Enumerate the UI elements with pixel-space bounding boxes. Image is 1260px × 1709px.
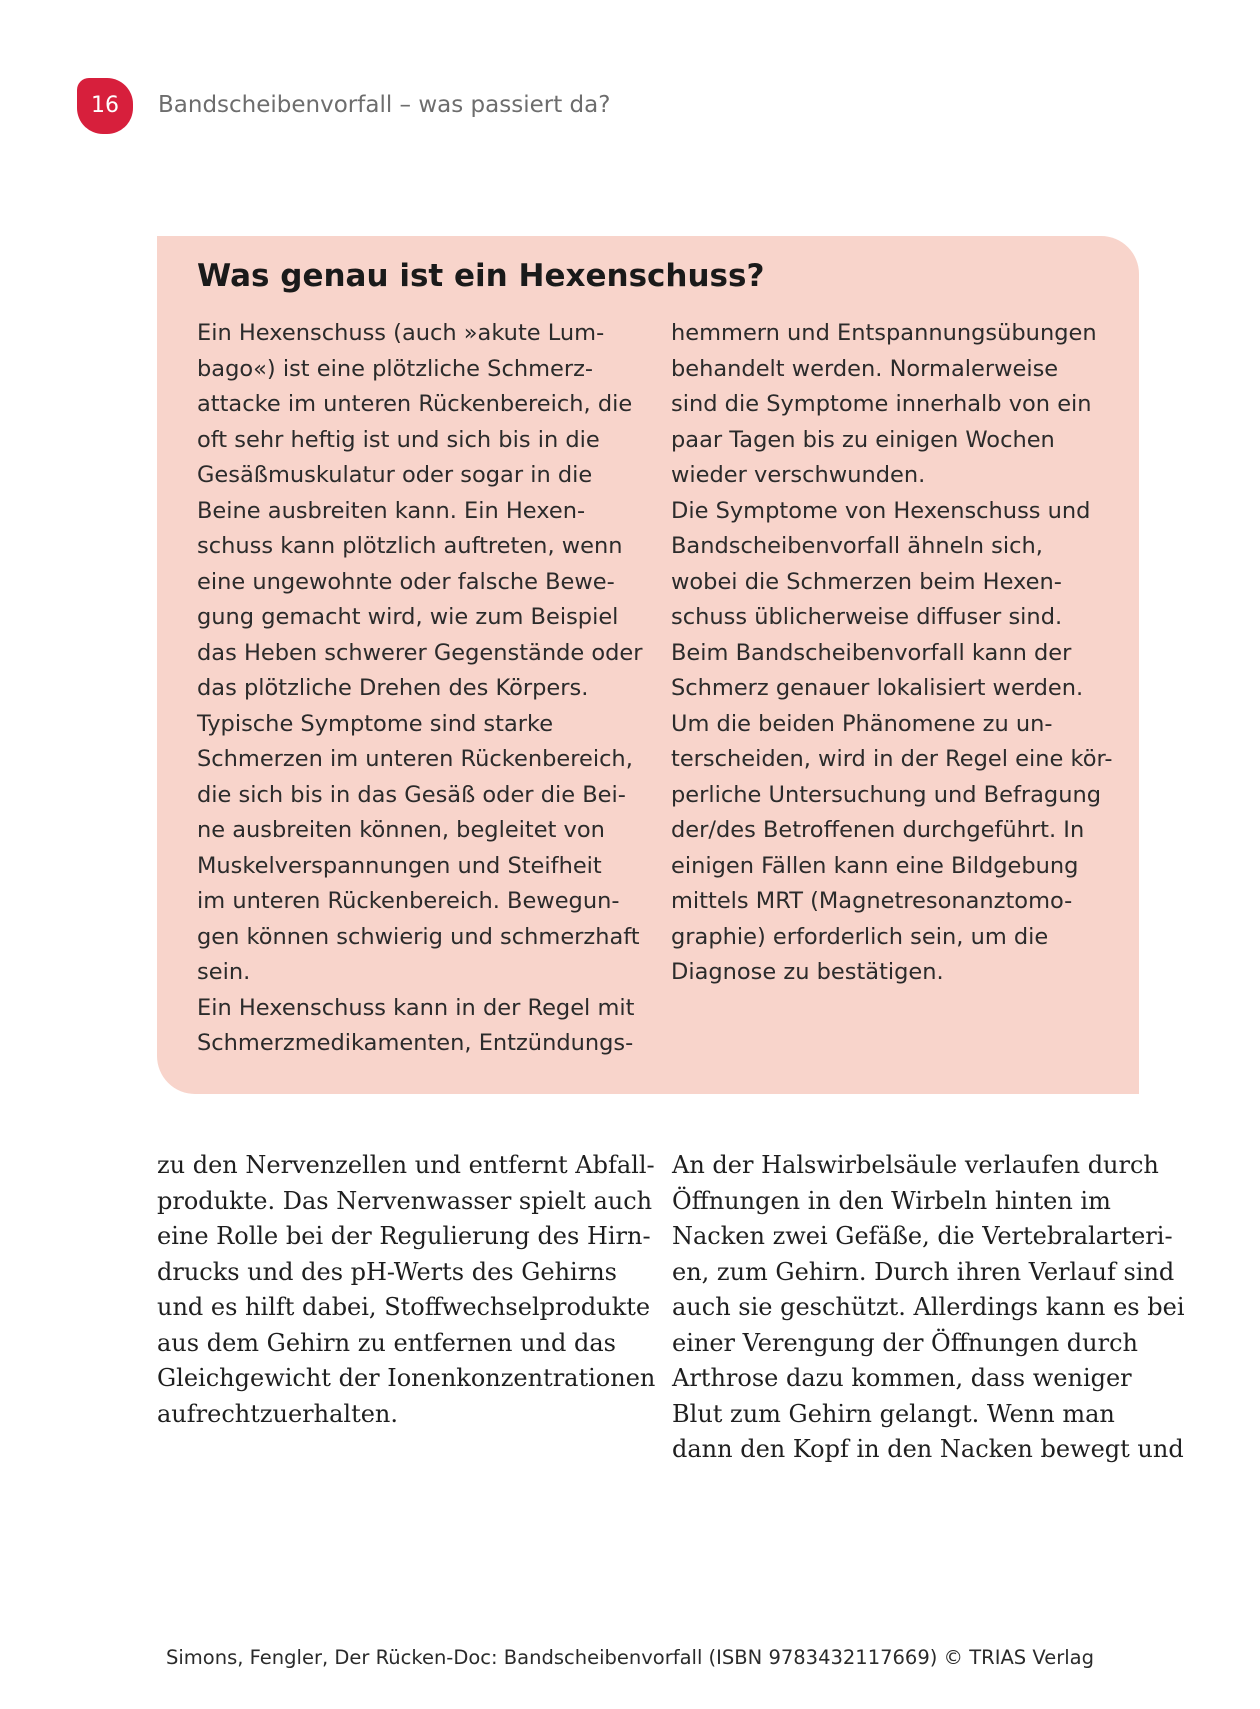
- text-line: An der Halswirbelsäule verlaufen durch: [672, 1151, 1159, 1179]
- text-line: mittels MRT (Magnetresonanztomo-: [671, 888, 1073, 914]
- text-line: produkte. Das Nervenwasser spielt auch: [157, 1186, 653, 1215]
- text-line: Die Symptome von Hexenschuss und: [671, 497, 1091, 524]
- text-line: Schmerz genauer lokalisiert werden.: [671, 675, 1084, 701]
- text-line: Blut zum Gehirn gelangt. Wenn man: [672, 1399, 1115, 1428]
- page-number-badge: 16: [77, 78, 133, 134]
- info-box-title: Was genau ist ein Hexenschuss?: [197, 258, 765, 294]
- text-line: die sich bis in das Gesäß oder die Bei-: [197, 781, 626, 808]
- text-line: attacke im unteren Rückenbereich, die: [197, 391, 633, 417]
- text-line: terscheiden, wird in der Regel eine kör-: [671, 746, 1113, 772]
- text-line: einer Verengung der Öffnungen durch: [672, 1328, 1138, 1357]
- text-line: einigen Fällen kann eine Bildgebung: [671, 852, 1079, 879]
- text-line: schuss kann plötzlich auftreten, wenn: [197, 533, 623, 559]
- text-line: wieder verschwunden.: [671, 462, 926, 488]
- text-line: das Heben schwerer Gegenstände oder: [197, 639, 643, 666]
- text-line: aufrechtzuerhalten.: [157, 1399, 399, 1428]
- text-line: schuss üblicherweise diffuser sind.: [671, 604, 1063, 630]
- text-line: Muskelverspannungen und Steifheit: [197, 852, 602, 879]
- text-line: gen können schwierig und schmerzhaft: [197, 923, 640, 950]
- info-box-left-column: [197, 316, 643, 1062]
- text-line: Schmerzmedikamenten, Entzündungs-: [197, 1030, 634, 1056]
- info-box-right-column: [671, 316, 1111, 991]
- text-line: Diagnose zu bestätigen.: [671, 959, 944, 985]
- text-line: Ein Hexenschuss (auch »akute Lum-: [197, 320, 605, 346]
- text-line: im unteren Rückenbereich. Bewegun-: [197, 888, 620, 914]
- text-line: ne ausbreiten können, begleitet von: [197, 817, 605, 843]
- text-line: und es hilft dabei, Stoffwechselprodukte: [157, 1293, 651, 1321]
- text-line: paar Tagen bis zu einigen Wochen: [671, 426, 1055, 453]
- text-line: Gesäßmuskulatur oder sogar in die: [197, 462, 593, 488]
- text-line: Schmerzen im unteren Rückenbereich,: [197, 746, 633, 772]
- text-line: aus dem Gehirn zu entfernen und das: [157, 1328, 616, 1357]
- text-line: eine Rolle bei der Regulierung des Hirn-: [157, 1222, 651, 1250]
- body-text-left-column: [157, 1148, 656, 1432]
- text-line: Ein Hexenschuss kann in der Regel mit: [197, 994, 635, 1021]
- footer-citation: Simons, Fengler, Der Rücken-Doc: Bandscheibenvorfall (ISBN 9783432117669) © TRIAS Verlag: [166, 1646, 1094, 1669]
- text-line: Nacken zwei Gefäße, die Vertebralarteri-: [672, 1222, 1173, 1250]
- text-line: zu den Nervenzellen und entfernt Abfall-: [157, 1151, 655, 1179]
- text-line: Öffnungen in den Wirbeln hinten im: [672, 1186, 1111, 1215]
- text-line: wobei die Schmerzen beim Hexen-: [671, 568, 1062, 595]
- text-line: Um die beiden Phänomene zu un-: [671, 710, 1053, 737]
- text-line: auch sie geschützt. Allerdings kann es bei: [672, 1293, 1185, 1321]
- text-line: das plötzliche Drehen des Körpers.: [197, 675, 589, 701]
- text-line: Beine ausbreiten kann. Ein Hexen-: [197, 497, 586, 524]
- running-header-title: Bandscheibenvorfall – was passiert da?: [158, 92, 611, 118]
- text-line: hemmern und Entspannungsübungen: [671, 320, 1097, 346]
- text-line: Gleichgewicht der Ionenkonzentrationen: [157, 1364, 656, 1392]
- text-line: en, zum Gehirn. Durch ihren Verlauf sind: [672, 1257, 1175, 1286]
- text-line: sein.: [197, 959, 251, 985]
- text-line: dann den Kopf in den Nacken bewegt und: [672, 1435, 1184, 1463]
- text-line: graphie) erforderlich sein, um die: [671, 923, 1049, 950]
- text-line: sind die Symptome innerhalb von ein: [671, 391, 1092, 417]
- body-text-right-column: [672, 1148, 1185, 1468]
- text-line: behandelt werden. Normalerweise: [671, 355, 1059, 382]
- text-line: Typische Symptome sind starke: [197, 710, 554, 737]
- text-line: oft sehr heftig ist und sich bis in die: [197, 426, 600, 453]
- text-line: eine ungewohnte oder falsche Bewe-: [197, 568, 615, 595]
- text-line: Arthrose dazu kommen, dass weniger: [672, 1364, 1132, 1392]
- info-box: [157, 236, 1139, 1094]
- text-line: der/des Betroffenen durchgeführt. In: [671, 817, 1085, 843]
- text-line: drucks und des pH-Werts des Gehirns: [157, 1257, 617, 1286]
- text-line: gung gemacht wird, wie zum Beispiel: [197, 604, 619, 630]
- text-line: Beim Bandscheibenvorfall kann der: [671, 639, 1072, 666]
- text-line: Bandscheibenvorfall ähneln sich,: [671, 533, 1043, 559]
- text-line: perliche Untersuchung und Befragung: [671, 781, 1101, 808]
- text-line: bago«) ist eine plötzliche Schmerz-: [197, 355, 594, 382]
